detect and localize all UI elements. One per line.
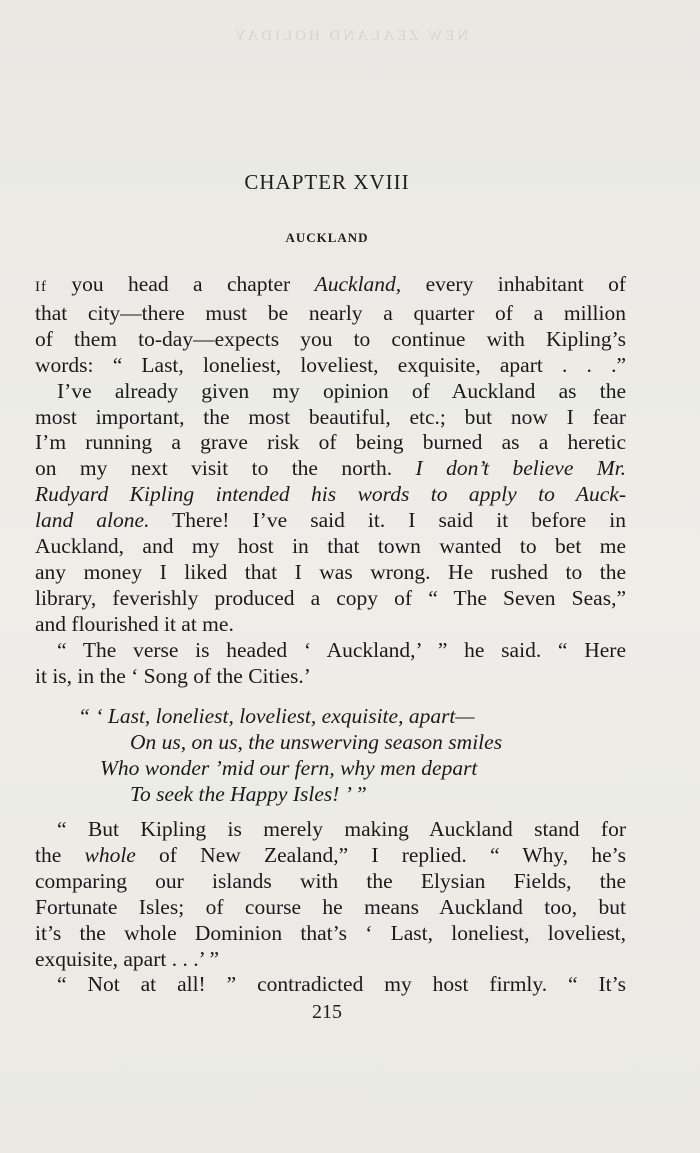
paragraph-3-line: it is, in the ‘ Song of the Cities.’ xyxy=(35,663,311,688)
body-text xyxy=(35,272,626,690)
paragraph-1-line: that city—there must be nearly a quarter of a million xyxy=(35,300,626,325)
verse-quote xyxy=(78,704,618,808)
verse-line: On us, on us, the unswerving season smiles xyxy=(130,729,503,754)
paragraph-2-line: any money I liked that I was wrong. He rushed to the xyxy=(35,559,626,584)
paragraph-4-line: it’s the whole Dominion that’s ‘ Last, loneliest, loveliest, xyxy=(35,920,626,945)
paragraph-1-line: words: “ Last, loneliest, loveliest, exquisite, apart . . .” xyxy=(35,352,626,377)
verse-line: “ ‘ Last, loneliest, loveliest, exquisite, apart— xyxy=(78,704,475,728)
paragraph-4-line: the whole of New Zealand,” I replied. “ Why, he’s xyxy=(35,842,626,867)
paragraph-4-line: Fortunate Isles; of course he means Auckland too, but xyxy=(35,894,626,919)
paragraph-2-line: library, feverishly produced a copy of “ The Seven Seas,” xyxy=(35,585,626,610)
drop-word: If xyxy=(35,279,47,295)
paragraph-2-line: and flourished it at me. xyxy=(35,611,234,636)
paragraph-3-line: “ The verse is headed ‘ Auckland,’ ” he said. “ Here xyxy=(57,637,626,662)
paragraph-1-line: If you head a chapter Auckland, every inhabitant of xyxy=(35,272,626,296)
paragraph-4-line: exquisite, apart . . .’ ” xyxy=(35,946,220,971)
paragraph-1-line: of them to-day—expects you to continue with Kipling’s xyxy=(35,326,626,351)
chapter-title: CHAPTER XVIII xyxy=(244,170,410,194)
section-title: AUCKLAND xyxy=(285,230,369,245)
bleed-through-text: NEW ZEALAND HOLIDAY xyxy=(231,28,469,44)
paragraph-5-line: “ Not at all! ” contradicted my host firmly. “ It’s xyxy=(57,972,626,997)
verse-line: Who wonder ’mid our fern, why men depart xyxy=(100,755,478,780)
paragraph-2-line: Rudyard Kipling intended his words to apply to Auck- xyxy=(35,482,626,507)
paragraph-2-line: I’ve already given my opinion of Auckland as the xyxy=(57,378,626,403)
paragraph-2-line: on my next visit to the north. I don’t believe Mr. xyxy=(35,456,627,481)
verse-line: To seek the Happy Isles! ’ ” xyxy=(130,781,367,806)
paragraph-4-line: “ But Kipling is merely making Auckland stand for xyxy=(57,817,626,841)
body-text-continued xyxy=(35,817,626,998)
paragraph-4-line: comparing our islands with the Elysian Fields, the xyxy=(35,868,626,893)
paragraph-2-line: land alone. There! I’ve said it. I said it before in xyxy=(35,508,626,533)
paragraph-2-line: I’m running a grave risk of being burned as a heretic xyxy=(35,430,626,455)
paragraph-2-line: Auckland, and my host in that town wanted to bet me xyxy=(35,534,626,559)
page-number: 215 xyxy=(312,1001,342,1023)
paragraph-2-line: most important, the most beautiful, etc.; but now I fear xyxy=(35,404,626,429)
